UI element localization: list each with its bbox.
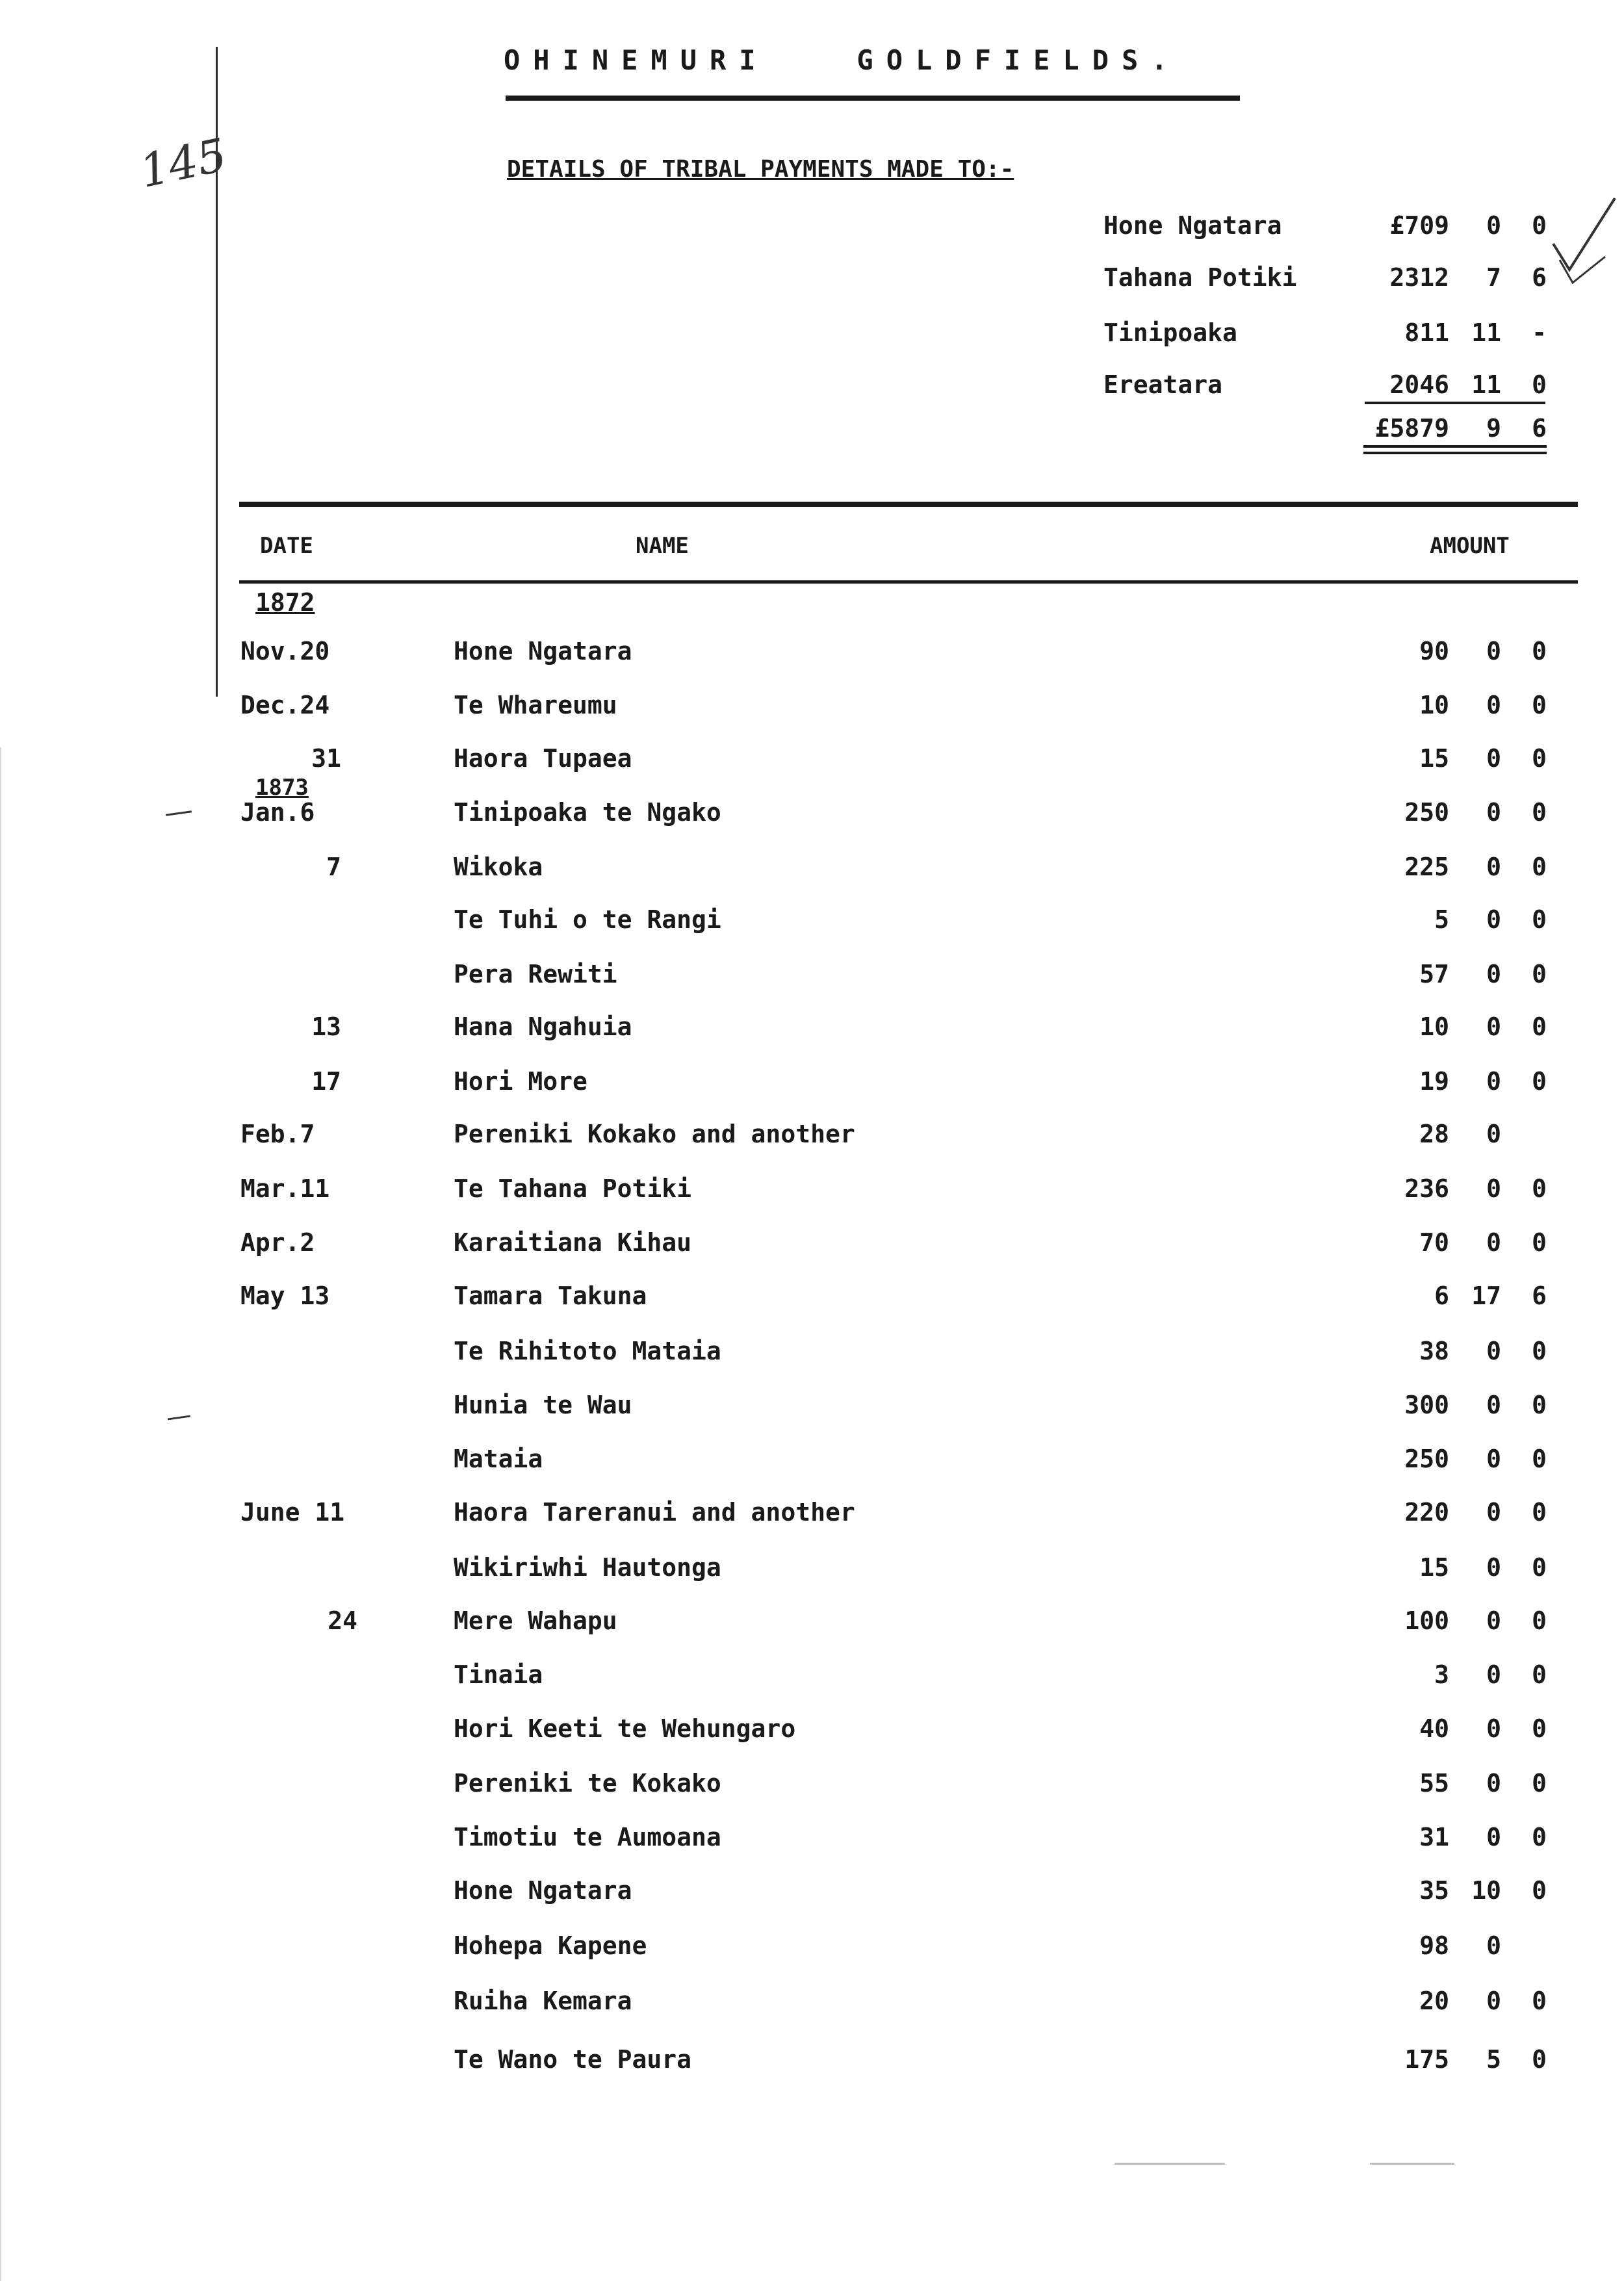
pence: 0 (1532, 798, 1547, 827)
table-row (0, 1067, 1624, 1106)
pounds: 55 (1419, 1769, 1449, 1798)
row-name: Ruiha Kemara (454, 1987, 632, 2015)
shillings: 0 (1486, 1498, 1501, 1527)
shillings: 0 (1486, 1553, 1501, 1582)
row-amount (1352, 960, 1547, 999)
table-row (0, 1445, 1624, 1484)
row-amount (1352, 798, 1547, 837)
pounds: 35 (1419, 1876, 1449, 1905)
column-header-amount: AMOUNT (1430, 533, 1510, 559)
row-name: Te Whareumu (454, 691, 617, 719)
pounds: 38 (1419, 1337, 1449, 1365)
pence: 0 (1532, 1987, 1547, 2015)
row-name: Te Tahana Potiki (454, 1174, 692, 1203)
row-name: Te Rihitoto Mataia (454, 1337, 721, 1365)
total-double-rule (1363, 445, 1547, 448)
row-amount (1352, 1337, 1547, 1376)
title-underline (506, 96, 1240, 101)
row-name: Haora Tareranui and another (454, 1498, 855, 1527)
document-title: OHINEMURI GOLDFIELDS. (504, 44, 1181, 76)
summary-name: Hone Ngatara (1103, 211, 1282, 240)
pounds: 3 (1434, 1660, 1449, 1689)
pounds: 250 (1404, 798, 1449, 827)
table-row (0, 1606, 1624, 1645)
pence: 0 (1532, 1769, 1547, 1798)
pence: 0 (1532, 1498, 1547, 1527)
row-amount (1352, 1931, 1547, 1970)
pounds: 225 (1404, 853, 1449, 881)
pounds: 6 (1434, 1282, 1449, 1310)
row-amount (1352, 1067, 1547, 1106)
row-date: May 13 (240, 1282, 330, 1310)
row-name: Pereniki te Kokako (454, 1769, 721, 1798)
shillings: 0 (1486, 1987, 1501, 2015)
row-date: 13 (311, 1012, 341, 1041)
shillings: 0 (1486, 1391, 1501, 1419)
row-name: Hori Keeti te Wehungaro (454, 1714, 796, 1743)
summary-amount (1352, 263, 1547, 296)
summary-name: Tahana Potiki (1103, 263, 1297, 292)
row-name: Tinipoaka te Ngako (454, 798, 721, 827)
row-amount (1352, 1987, 1547, 2026)
shillings: 0 (1486, 905, 1501, 934)
pence: 0 (1532, 1606, 1547, 1635)
row-date: Feb.7 (240, 1120, 315, 1148)
check-mark-icon (1556, 253, 1608, 292)
row-name: Karaitiana Kihau (454, 1228, 692, 1257)
pounds: 811 (1404, 318, 1449, 347)
row-amount (1352, 637, 1547, 676)
pence: 6 (1532, 263, 1547, 292)
row-name: Hone Ngatara (454, 637, 632, 665)
row-date: Dec.24 (240, 691, 330, 719)
shillings: 0 (1486, 1120, 1501, 1148)
table-row (0, 1876, 1624, 1915)
pounds: 19 (1419, 1067, 1449, 1096)
summary-name: Tinipoaka (1103, 318, 1237, 347)
pence: 0 (1532, 691, 1547, 719)
row-amount (1352, 1498, 1547, 1537)
shillings: 0 (1486, 1228, 1501, 1257)
table-row (0, 1228, 1624, 1267)
pence: 0 (1532, 905, 1547, 934)
row-amount (1352, 1391, 1547, 1430)
row-name: Tinaia (454, 1660, 543, 1689)
shillings: 7 (1486, 263, 1501, 292)
table-row (0, 1337, 1624, 1376)
row-amount (1352, 1174, 1547, 1213)
pounds: 220 (1404, 1498, 1449, 1527)
summary-amount (1352, 370, 1547, 403)
shillings: 0 (1486, 853, 1501, 881)
pence: 0 (1532, 211, 1547, 240)
pounds: 90 (1419, 637, 1449, 665)
pounds: 300 (1404, 1391, 1449, 1419)
row-amount (1352, 1876, 1547, 1915)
pence: 0 (1532, 1876, 1547, 1905)
pence: 0 (1532, 1337, 1547, 1365)
table-row (0, 637, 1624, 676)
shillings: 0 (1486, 960, 1501, 988)
row-date: 7 (326, 853, 341, 881)
table-header-rule (239, 580, 1578, 584)
pounds: 2312 (1389, 263, 1449, 292)
pounds: 70 (1419, 1228, 1449, 1257)
row-amount (1352, 1012, 1547, 1051)
table-row (0, 1987, 1624, 2026)
shillings: 11 (1471, 370, 1501, 399)
summary-amount (1352, 211, 1547, 244)
table-row (0, 744, 1624, 783)
pence: 0 (1532, 853, 1547, 881)
pounds: 2046 (1389, 370, 1449, 399)
row-date: Jan.6 (240, 798, 315, 827)
total-pounds: £5879 (1374, 414, 1449, 443)
table-row (0, 691, 1624, 730)
table-row (0, 1714, 1624, 1753)
row-name: Hohepa Kapene (454, 1931, 647, 1960)
row-name: Timotiu te Aumoana (454, 1823, 721, 1851)
row-name: Hunia te Wau (454, 1391, 632, 1419)
row-amount (1352, 1660, 1547, 1699)
shillings: 0 (1486, 1660, 1501, 1689)
shillings: 0 (1486, 1931, 1501, 1960)
row-name: Hone Ngatara (454, 1876, 632, 1905)
pence: 0 (1532, 1445, 1547, 1473)
row-name: Hori More (454, 1067, 587, 1096)
pounds: 40 (1419, 1714, 1449, 1743)
row-name: Te Wano te Paura (454, 2045, 692, 2074)
row-amount (1352, 1445, 1547, 1484)
pounds: 28 (1419, 1120, 1449, 1148)
table-row (0, 1823, 1624, 1862)
pence: 0 (1532, 1174, 1547, 1203)
pence: - (1532, 318, 1547, 347)
row-date: Mar.11 (240, 1174, 330, 1203)
shillings: 5 (1486, 2045, 1501, 2074)
shillings: 0 (1486, 1769, 1501, 1798)
pence: 0 (1532, 1067, 1547, 1096)
scan-smudge (1115, 2163, 1225, 2165)
column-header-date: DATE (260, 533, 313, 559)
row-amount (1352, 1606, 1547, 1645)
table-row (0, 1012, 1624, 1051)
pounds: 175 (1404, 2045, 1449, 2074)
pounds: 98 (1419, 1931, 1449, 1960)
table-row (0, 960, 1624, 999)
pounds: 20 (1419, 1987, 1449, 2015)
row-name: Pereniki Kokako and another (454, 1120, 855, 1148)
row-name: Pera Rewiti (454, 960, 617, 988)
pence: 0 (1532, 744, 1547, 773)
table-row (0, 1931, 1624, 1970)
shillings: 0 (1486, 1823, 1501, 1851)
shillings: 0 (1486, 1067, 1501, 1096)
shillings: 0 (1486, 691, 1501, 719)
row-amount (1352, 691, 1547, 730)
pence: 0 (1532, 1660, 1547, 1689)
table-row (0, 1553, 1624, 1592)
row-name: Te Tuhi o te Rangi (454, 905, 721, 934)
pounds: 15 (1419, 744, 1449, 773)
shillings: 17 (1471, 1282, 1501, 1310)
year-label: 1872 (255, 588, 315, 617)
pounds: 10 (1419, 691, 1449, 719)
table-row (0, 905, 1624, 944)
shillings: 0 (1486, 744, 1501, 773)
total-double-rule (1363, 452, 1547, 454)
row-amount (1352, 1282, 1547, 1321)
pounds: £709 (1389, 211, 1449, 240)
shillings: 0 (1486, 1337, 1501, 1365)
row-amount (1352, 905, 1547, 944)
total-pence: 6 (1532, 414, 1547, 443)
table-row (0, 1498, 1624, 1537)
pence: 0 (1532, 637, 1547, 665)
pounds: 236 (1404, 1174, 1449, 1203)
column-header-name: NAME (636, 533, 689, 559)
pounds: 10 (1419, 1012, 1449, 1041)
pence: 0 (1532, 960, 1547, 988)
pence: 0 (1532, 2045, 1547, 2074)
row-amount (1352, 1823, 1547, 1862)
pence: 0 (1532, 1391, 1547, 1419)
pounds: 15 (1419, 1553, 1449, 1582)
pence: 6 (1532, 1282, 1547, 1310)
row-name: Mataia (454, 1445, 543, 1473)
pounds: 250 (1404, 1445, 1449, 1473)
table-row (0, 1769, 1624, 1808)
row-date: Nov.20 (240, 637, 330, 665)
summary-total (1352, 414, 1547, 446)
table-row (0, 1660, 1624, 1699)
year-label: 1873 (255, 775, 309, 801)
shillings: 0 (1486, 1606, 1501, 1635)
shillings: 11 (1471, 318, 1501, 347)
shillings: 0 (1486, 798, 1501, 827)
handwritten-page-number: 145 (135, 128, 231, 198)
table-row (0, 1120, 1624, 1159)
row-name: Tamara Takuna (454, 1282, 647, 1310)
pence: 0 (1532, 1553, 1547, 1582)
document-subtitle: DETAILS OF TRIBAL PAYMENTS MADE TO:- (507, 156, 1014, 183)
pounds: 57 (1419, 960, 1449, 988)
pence: 0 (1532, 1823, 1547, 1851)
table-row (0, 1391, 1624, 1430)
shillings: 0 (1486, 1714, 1501, 1743)
row-amount (1352, 1120, 1547, 1159)
subtotal-rule (1365, 402, 1545, 404)
row-amount (1352, 1714, 1547, 1753)
table-row (0, 1282, 1624, 1321)
shillings: 0 (1486, 211, 1501, 240)
shillings: 0 (1486, 1174, 1501, 1203)
row-name: Wikoka (454, 853, 543, 881)
row-name: Wikiriwhi Hautonga (454, 1553, 721, 1582)
row-amount (1352, 853, 1547, 892)
shillings: 0 (1486, 1012, 1501, 1041)
row-date: Apr.2 (240, 1228, 315, 1257)
pounds: 31 (1419, 1823, 1449, 1851)
table-row (0, 798, 1624, 837)
row-date: 24 (328, 1606, 357, 1635)
table-row (0, 1174, 1624, 1213)
pence: 0 (1532, 370, 1547, 399)
row-amount (1352, 1769, 1547, 1808)
row-amount (1352, 744, 1547, 783)
pounds: 5 (1434, 905, 1449, 934)
table-row (0, 853, 1624, 892)
shillings: 0 (1486, 637, 1501, 665)
row-name: Hana Ngahuia (454, 1012, 632, 1041)
table-row (0, 2045, 1624, 2084)
row-date: 17 (311, 1067, 341, 1096)
row-amount (1352, 1553, 1547, 1592)
shillings: 0 (1486, 1445, 1501, 1473)
summary-amount (1352, 318, 1547, 351)
row-amount (1352, 2045, 1547, 2084)
row-date: 31 (311, 744, 341, 773)
shillings: 10 (1471, 1876, 1501, 1905)
pence: 0 (1532, 1012, 1547, 1041)
table-top-rule (239, 502, 1578, 507)
row-name: Mere Wahapu (454, 1606, 617, 1635)
scan-smudge (1370, 2163, 1454, 2165)
summary-name: Ereatara (1103, 370, 1223, 399)
pence: 0 (1532, 1714, 1547, 1743)
row-amount (1352, 1228, 1547, 1267)
row-date: June 11 (240, 1498, 345, 1527)
pounds: 100 (1404, 1606, 1449, 1635)
total-shillings: 9 (1486, 414, 1501, 443)
row-name: Haora Tupaea (454, 744, 632, 773)
pence: 0 (1532, 1228, 1547, 1257)
